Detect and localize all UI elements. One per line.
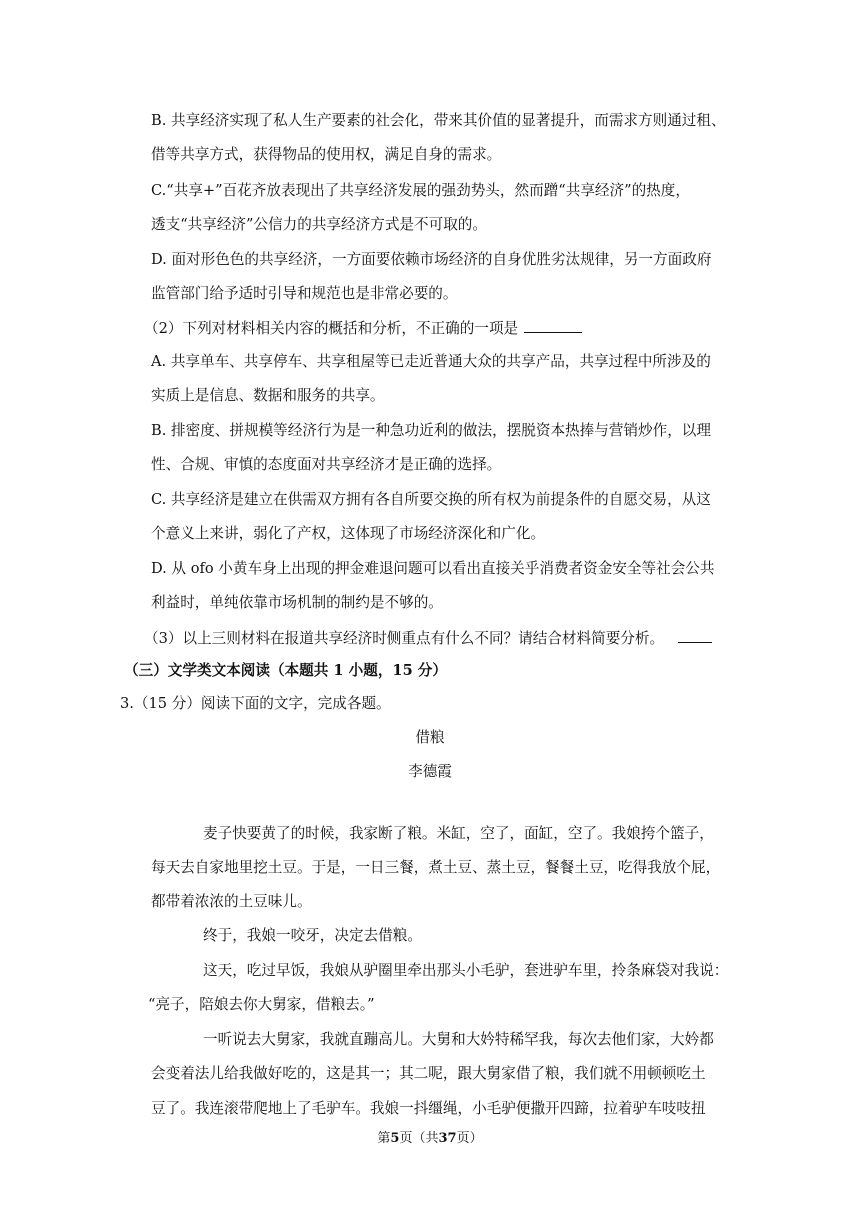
text-line: C.“共享+”百花齐放表现出了共享经济发展的强劲势头，然而蹭“共享经济”的热度， — [151, 182, 690, 199]
sub-question-3 — [144, 628, 712, 649]
story-title: 借粮 — [415, 729, 445, 746]
sub-question-2 — [144, 318, 582, 339]
text-line: 借等共享方式，获得物品的使用权，满足自身的需求。 — [151, 146, 502, 163]
text-line: 透支“共享经济”公信力的共享经济方式是不可取的。 — [151, 216, 487, 233]
story-author: 李德霞 — [408, 763, 452, 780]
footer-page-number: 5 — [390, 1131, 400, 1146]
question-3-prompt: 3.（15 分）阅读下面的文字，完成各题。 — [120, 695, 391, 712]
footer-total-pages: 37 — [438, 1131, 457, 1146]
text-line: 每天去自家地里挖土豆。于是，一日三餐，煮土豆、蒸土豆，餐餐土豆，吃得我放个屁， — [151, 859, 721, 876]
text-line: 豆了。我连滚带爬地上了毛驴车。我娘一抖缰绳，小毛驴便撒开四蹄，拉着驴车吱吱扭 — [151, 1100, 706, 1117]
text-line: 都带着浓浓的土豆味儿。 — [151, 893, 312, 910]
sub-question-2-text: （2）下列对材料相关内容的概括和分析，不正确的一项是 — [144, 320, 519, 337]
page-footer — [0, 1129, 860, 1149]
text-line: 麦子快要黄了的时候，我家断了粮。米缸，空了，面缸，空了。我娘挎个篮子， — [203, 825, 714, 842]
text-line: B. 共享经济实现了私人生产要素的社会化，带来其价值的显著提升，而需求方则通过租、 — [151, 112, 726, 129]
footer-prefix: 第 — [377, 1131, 391, 1146]
text-line: 监管部门给予适时引导和规范也是非常必要的。 — [151, 285, 458, 302]
answer-blank[interactable] — [524, 318, 582, 333]
footer-mid: 页（共 — [399, 1131, 439, 1146]
text-line: 一听说去大舅家，我就直蹦高儿。大舅和大妗特稀罕我，每次去他们家，大妗都 — [203, 1031, 714, 1048]
text-line: B. 排密度、拼规模等经济行为是一种急功近利的做法，摆脱资本热捧与营销炒作，以理 — [151, 422, 711, 439]
text-line: D. 从 ofo 小黄车身上出现的押金难退问题可以看出直接关乎消费者资金安全等社会公共 — [151, 560, 715, 577]
text-line: C. 共享经济是建立在供需双方拥有各自所要交换的所有权为前提条件的自愿交易，从这 — [151, 491, 711, 508]
text-line: 实质上是信息、数据和服务的共享。 — [151, 387, 385, 404]
footer-suffix: 页） — [456, 1131, 483, 1146]
text-line: 这天，吃过早饭，我娘从驴圈里牵出那头小毛驴，套进驴车里，拎条麻袋对我说： — [203, 962, 729, 979]
text-line: D. 面对形色色的共享经济，一方面要依赖市场经济的自身优胜劣汰规律，另一方面政府 — [151, 251, 712, 268]
text-line: “亮子，陪娘去你大舅家，借粮去。” — [148, 996, 375, 1013]
answer-blank[interactable] — [678, 628, 712, 643]
text-line: 个意义上来讲，弱化了产权，这体现了市场经济深化和广化。 — [151, 525, 546, 542]
text-line: 会变着法儿给我做好吃的，这是其一；其二呢，跟大舅家借了粮，我们就不用顿顿吃土 — [151, 1065, 706, 1082]
text-line: 利益时，单纯依靠市场机制的制约是不够的。 — [151, 594, 443, 611]
sub-question-3-text: （3）以上三则材料在报道共享经济时侧重点有什么不同？请结合材料简要分析。 — [144, 630, 665, 647]
text-line: A. 共享单车、共享停车、共享租屋等已走近普通大众的共享产品，共享过程中所涉及的 — [151, 353, 711, 370]
text-line: 性、合规、审慎的态度面对共享经济才是正确的选择。 — [151, 456, 502, 473]
text-line: 终于，我娘一咬牙，决定去借粮。 — [203, 927, 422, 944]
section-heading: （三）文学类文本阅读（本题共 1 小题，15 分） — [124, 662, 447, 679]
